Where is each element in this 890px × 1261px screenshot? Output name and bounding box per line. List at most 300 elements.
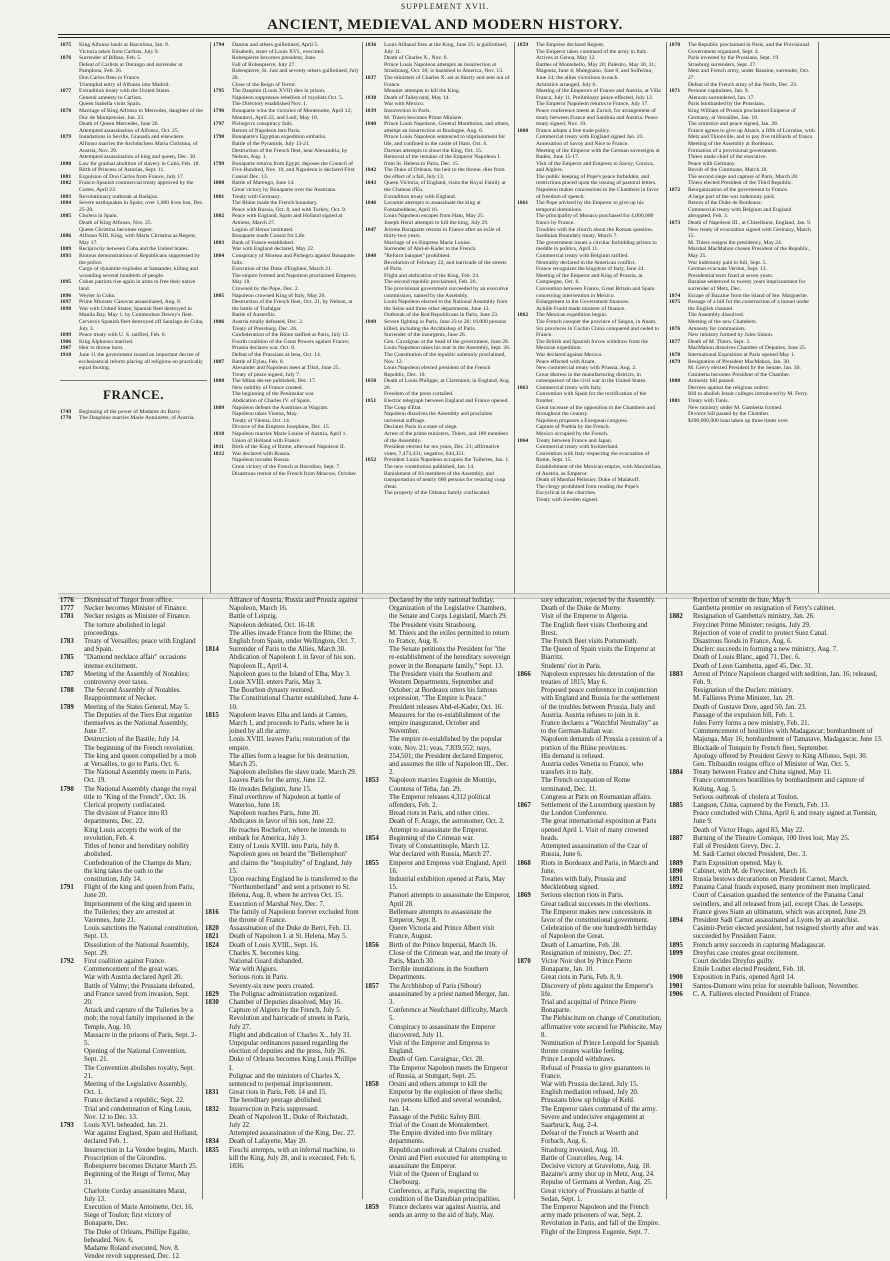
entry-year: 1797: [213, 121, 225, 128]
timeline-entry: [213, 161, 359, 181]
entry-year: [517, 999, 541, 1015]
timeline-entry: [517, 108, 663, 128]
entry-text: Battle of Courcelles, Aug. 14.: [541, 1154, 624, 1162]
timeline-entry: [60, 95, 207, 102]
entry-text: The armistice and peace signed, Jan. 28.: [688, 121, 779, 128]
entry-text: Divorce bill passed by the Chamber.: [688, 411, 770, 418]
entry-year: [365, 279, 384, 286]
timeline-entry: [669, 942, 887, 950]
entry-year: [60, 769, 84, 785]
entry-year: [517, 148, 536, 161]
entry-text: Freedom of the press curtailed.: [384, 391, 454, 398]
entry-text: The Emperor Napoleon and the French army made prisoners of war, Sept. 2.: [541, 1204, 649, 1220]
entry-text: Blockade of Tonquin by French fleet, September.: [693, 744, 829, 752]
entry-text: Refusal of Prussia to give guarantees to France.: [541, 1064, 651, 1080]
timeline-entry: [669, 352, 815, 359]
entry-year: 1777: [60, 605, 74, 613]
entry-year: [517, 187, 536, 200]
timeline-entry: [517, 391, 663, 404]
entry-text: Fieschi attempts, with an infernal machine, to kill the King, July 28, and is executed, Feb. 6, 1836.: [229, 1146, 356, 1171]
entry-year: [669, 55, 688, 62]
timeline-entry: [60, 200, 207, 213]
entry-text: France declares a "Watchful Neutrality" as to the German-Italian war.: [541, 720, 659, 736]
entry-year: [517, 1204, 541, 1220]
entry-year: 1850: [365, 378, 377, 385]
timeline-entry: [669, 246, 815, 259]
timeline-entry: [669, 372, 815, 379]
entry-text: First coalition against France.: [84, 957, 166, 965]
entry-year: [365, 431, 384, 444]
timeline-entry: [669, 802, 887, 810]
entry-year: 1906: [60, 338, 72, 345]
entry-year: 1810: [213, 431, 225, 438]
entry-text: Cargo of dynamite explodes at Santander, killing and wounding several hundreds of people.: [79, 266, 198, 279]
entry-text: Arrest of Prince Napoleon charged with sedition, Jan. 16; released, Feb. 9.: [693, 670, 878, 687]
entry-text: Gen. Cavaignac at the head of the government, June 28.: [384, 338, 510, 345]
entry-year: [205, 1056, 229, 1072]
timeline-entry: [669, 777, 887, 793]
entry-year: 1781: [60, 613, 74, 621]
timeline-entry: [213, 253, 359, 266]
entry-text: Louis sanctions the National constitution, Sept. 13.: [84, 925, 199, 941]
entry-text: Napoleon defeats the Austrians at Wagram.: [232, 404, 329, 411]
entry-year: [365, 712, 389, 737]
entry-text: War with Austria declared April 20.: [84, 974, 183, 982]
timeline-entry: [669, 260, 815, 267]
entry-year: [517, 777, 541, 793]
entry-year: [669, 794, 693, 802]
entry-text: Napoleon dissolves the Assembly and proclaims universal suffrage.: [384, 411, 493, 424]
timeline-entry: [517, 253, 663, 260]
entry-text: Napoleon leaves Elba and lands at Cannes, March 1, and proceeds to Paris, where he is joined by all the army.: [229, 711, 350, 736]
timeline-entry: [365, 378, 511, 391]
entry-text: Riots in Bordeaux and Paris, in March and June.: [541, 859, 659, 875]
entry-text: Death of Marshal Pelissier, Duke of Malakoff.: [536, 477, 640, 484]
entry-text: Meeting of the Assembly at Bordeaux.: [688, 140, 775, 147]
timeline-entry: [669, 663, 887, 671]
entry-text: The British and Spanish forces withdraw from the Mexican expedition.: [536, 338, 649, 352]
entry-year: [205, 843, 229, 851]
timeline-entry: [669, 200, 815, 207]
entry-text: Great victory of the French at Borodino, Sept. 7.: [232, 464, 341, 470]
entry-text: Treaty between France and China signed, May 11.: [693, 769, 832, 777]
timeline-entry: [365, 154, 511, 167]
entry-year: [365, 194, 384, 201]
entry-year: [213, 391, 232, 398]
entry-text: Insurrection in La Vendee begins, March.: [84, 1146, 199, 1154]
entry-text: The Emperor releases 4,312 political offenders, Feb. 2.: [389, 793, 491, 810]
entry-year: [517, 597, 541, 605]
timeline-entry: [517, 484, 663, 497]
timeline-entry: [669, 141, 815, 148]
timeline-entry: [365, 860, 511, 876]
column-france-1794: [210, 42, 362, 593]
entry-year: [517, 444, 536, 451]
entry-year: 1883: [60, 193, 72, 200]
timeline-entry: [60, 299, 207, 306]
entry-text: The new constitution published, Jan. 14.: [384, 464, 475, 470]
entry-text: Reappointment of Necker.: [84, 695, 157, 703]
entry-text: Danton and others guillotined, April 5.: [232, 42, 319, 48]
entry-year: 1870: [517, 957, 531, 965]
entry-year: 1829: [205, 990, 219, 998]
entry-year: [365, 1065, 389, 1081]
timeline-entry: [205, 1032, 359, 1040]
entry-text: Execution of Marshal Ney, Dec. 7.: [229, 900, 325, 908]
entry-text: King Alfonso lands at Barcelona, Jan. 9.: [79, 42, 170, 48]
entry-text: Severe and undecisive engagement at Saarbruck, Aug. 2-4.: [541, 1113, 645, 1129]
entry-year: [517, 141, 536, 148]
timeline-entry: [60, 88, 207, 95]
entry-text: Napoleon demands of Prussia a cession of a portion of the Rhine provinces.: [541, 736, 663, 752]
entry-text: Peace with Russia, Oct. 8, and with Turkey, Oct. 9.: [232, 206, 347, 213]
entry-year: [669, 82, 688, 89]
timeline-entry: [517, 622, 663, 638]
entry-year: [365, 622, 389, 630]
timeline-entry: [517, 942, 663, 950]
entry-year: [60, 1171, 84, 1187]
entry-text: Dissolution of the National Assembly, Sept. 29.: [84, 941, 190, 957]
entry-text: Declared by the only national holiday.: [389, 597, 495, 604]
entry-text: Presidential term fixed at seven years.: [688, 272, 774, 279]
entry-text: Treaty with Sweden signed.: [536, 496, 599, 503]
timeline-entry: [669, 654, 887, 662]
entry-text: Fall of President Grevy, Dec. 2.: [693, 843, 781, 851]
timeline-entry: [517, 909, 663, 925]
timeline-entry: [60, 712, 199, 737]
entry-text: France recognizes the kingdom of Italy, June 24.: [536, 266, 645, 273]
column-france-1836: [362, 42, 514, 593]
entry-text: Franco-Spanish commercial treaty approved by the Cortes, April 23.: [79, 180, 194, 194]
timeline-entry: [669, 909, 887, 917]
entry-text: MacMahon dissolves Chamber of Deputies, June 25.: [688, 345, 807, 352]
entry-text: New commercial treaty with Prussia, Aug. 2.: [536, 365, 637, 372]
entry-text: Titles of honor and hereditary nobility abolished.: [84, 843, 190, 859]
entry-text: sory education, rejected by the Assembly.: [541, 597, 656, 604]
entry-text: Napoleon defeated, Oct. 16-18.: [229, 621, 316, 629]
entry-year: [205, 1032, 229, 1040]
timeline-entry: [517, 777, 663, 793]
entry-year: [60, 1245, 84, 1253]
entry-text: Trial and condemnation of King Louis, Nov. 12 to Dec. 13.: [84, 1105, 192, 1121]
timeline-entry: [365, 405, 511, 412]
entry-text: Opening of the National Convention, Sept. 21.: [84, 1048, 187, 1064]
entry-text: Necker resigns as Minister of Finance.: [84, 613, 191, 621]
entry-year: [60, 1081, 84, 1097]
timeline-entry: [205, 933, 359, 941]
timeline-entry: [517, 1106, 663, 1114]
entry-year: 1843: [365, 180, 377, 187]
entry-text: The Milan decree published, Dec. 17.: [232, 378, 317, 385]
entry-text: Severe fighting in Paris, June 23 to 26; 16,000 persons killed, including the Archbishop of Paris.: [384, 318, 507, 332]
timeline-entry: [205, 712, 359, 737]
entry-year: [517, 1220, 541, 1236]
timeline-entry: [669, 95, 815, 102]
entry-text: Serious outbreak of cholera at Toulon.: [693, 793, 799, 801]
timeline-entry: [205, 999, 359, 1007]
timeline-entry: [669, 794, 887, 802]
timeline-entry: [205, 679, 359, 687]
entry-year: [60, 966, 84, 974]
entry-year: 1848: [365, 253, 377, 259]
timeline-entry: [669, 925, 887, 941]
entry-year: [517, 174, 536, 187]
entry-text: Escape of Bazaine from the island of Ste. Marguerite.: [688, 292, 809, 299]
entry-text: Napoleon goes to the Island of Elba, May 3.: [229, 670, 351, 678]
entry-year: [60, 1007, 84, 1032]
entry-text: The provisional government succeeded by an executive commission, named by the Assembly.: [384, 285, 509, 299]
timeline-entry: [517, 213, 663, 226]
entry-text: Close of the Crimean war, and the treaty of Paris, March 30.: [389, 949, 508, 965]
entry-text: Bellemare attempts to assassinate the Emperor, Sept. 8.: [389, 908, 492, 924]
entry-text: Jules Ferry forms a new ministry, Feb. 21.: [693, 720, 810, 728]
timeline-entry: [213, 286, 359, 293]
timeline-entry: [517, 818, 663, 843]
timeline-entry: [669, 728, 887, 744]
timeline-entry: [517, 405, 663, 418]
entry-year: [365, 55, 384, 62]
timeline-entry: [213, 359, 359, 366]
entry-text: Removal of the remains of the Emperor Napoleon I. from St. Helena to Paris, Dec. 15.: [384, 154, 501, 167]
entry-year: [517, 925, 541, 941]
entry-year: 1864: [517, 437, 529, 444]
entry-text: Austria cedes Venetia to France, who transfers it to Italy.: [541, 761, 644, 777]
page-title: ANCIENT, MEDIEVAL AND MODERN HISTORY.: [267, 17, 623, 33]
entry-text: France commences hostilities by bombardment and capture of Kelung, Aug. 5.: [693, 777, 865, 793]
entry-year: [517, 88, 536, 101]
timeline-entry: [205, 1114, 359, 1130]
timeline-entry: [205, 671, 359, 679]
entry-text: The Dauphine marries Marie Antoinette, of Austria.: [79, 415, 195, 422]
timeline-entry: [517, 438, 663, 445]
entry-year: [669, 319, 688, 326]
entry-text: Elisabeth, sister of Louis XVI., executed.: [232, 48, 325, 55]
entry-year: [205, 958, 229, 966]
entry-year: [517, 352, 536, 359]
entry-text: Meeting of the Legislative Assembly, Oct. 1.: [84, 1080, 188, 1097]
entry-year: [669, 892, 693, 908]
entry-text: The allies invade France from the Rhine; the English from Spain, under Wellington, Oct. 7.: [229, 629, 356, 646]
entry-year: [60, 1188, 84, 1204]
timeline-entry: [213, 273, 359, 286]
timeline-entry: [669, 187, 815, 194]
entry-text: Treaties with Italy, Prussia and Mecklenburg signed.: [541, 875, 626, 892]
timeline-entry: [669, 227, 815, 240]
entry-year: [60, 983, 84, 1008]
timeline-entry: [669, 154, 815, 161]
entry-text: Prime Minister Canovas assassinated, Aug. 8.: [79, 299, 182, 306]
timeline-entry: [205, 843, 359, 851]
entry-text: Insurrection in Paris.: [384, 107, 431, 114]
entry-text: War with Prussia declared, July 15.: [541, 1080, 639, 1088]
entry-text: Sardinian Boundary treaty, March 7.: [536, 233, 618, 240]
entry-text: Commercial treaty with Belgium and England abrogated, Feb. 3.: [688, 206, 792, 220]
entry-text: Birth of the King of Rome, afterward Napoleon II.: [232, 444, 346, 451]
entry-text: Peace concluded with China, April 6, and treaty signed at Tientsin, June 9.: [693, 810, 877, 826]
timeline-entry: [205, 901, 359, 909]
timeline-entry: [60, 1106, 199, 1122]
entry-year: [669, 687, 693, 695]
timeline-entry: [60, 174, 207, 181]
entry-text: Death of Leon Gambetta, aged 45, Dec. 31.: [693, 662, 813, 670]
entry-year: 1872: [669, 187, 681, 194]
timeline-entry: [60, 128, 207, 135]
entry-text: France gives Siam an ultimatum, which was accepted, June 29.: [693, 908, 868, 916]
entry-text: M. Fallieres Prime Minister, Jan. 29.: [693, 695, 794, 703]
entry-text: Triumphal entry of Alfonso into Madrid.: [79, 81, 170, 88]
timeline-entry: [60, 121, 207, 128]
entry-year: [365, 213, 384, 220]
entry-year: [669, 95, 688, 102]
timeline-entry: [205, 794, 359, 810]
entry-text: Victoria taken from Carlists, July 9.: [79, 48, 159, 55]
entry-text: Lecomte attempts to assassinate the king at Fontainebleau, April 16.: [384, 200, 481, 213]
timeline-entry: [205, 1147, 359, 1172]
entry-text: Austria totally defeated, Dec. 2.: [232, 318, 304, 325]
entry-year: [669, 925, 693, 941]
entry-year: [517, 451, 536, 464]
column-france-1870: [666, 42, 818, 593]
entry-year: [365, 876, 389, 892]
entry-year: 1832: [205, 1105, 219, 1113]
timeline-entry: [60, 319, 207, 332]
entry-year: [517, 240, 536, 253]
timeline-entry: [60, 736, 199, 744]
timeline-entry: [213, 332, 359, 339]
timeline-entry: [365, 876, 511, 892]
entry-text: The Pope advised by the Emperor to give up his temporal dominions.: [536, 200, 644, 213]
timeline-entry: [213, 187, 359, 194]
timeline-entry: [669, 646, 887, 654]
timeline-entry: [60, 753, 199, 769]
timeline-entry: [213, 411, 359, 418]
entry-year: [669, 728, 693, 744]
timeline-entry: [365, 736, 511, 777]
timeline-entry: [213, 246, 359, 253]
entry-year: 1886: [60, 233, 72, 240]
entry-year: [365, 464, 384, 471]
timeline-entry: [669, 365, 815, 372]
entry-text: M. Sadi Carnot elected President, Dec. 3.: [693, 851, 808, 859]
entry-text: President Sadi Carnot assassinated at Lyons by an anarchist.: [693, 916, 859, 924]
entry-year: 1812: [213, 450, 225, 457]
entry-year: [365, 260, 384, 273]
timeline-entry: [365, 1171, 511, 1187]
timeline-entry: [669, 638, 887, 646]
entry-text: Terrible inundations in the Southern Departments.: [389, 966, 489, 982]
timeline-entry: [365, 646, 511, 671]
timeline-entry: [365, 62, 511, 75]
entry-text: June 11 the government issued an important decree of ecclesiastical reform placing all religions on practically equal footing.: [79, 351, 203, 372]
timeline-entry: [365, 810, 511, 818]
timeline-entry: [365, 286, 511, 299]
entry-year: 1876: [669, 325, 681, 332]
entry-text: France declared a republic, Sept. 22.: [84, 1097, 185, 1105]
entry-year: [365, 851, 389, 859]
entry-year: [60, 82, 79, 89]
timeline-entry: [60, 613, 199, 621]
entry-year: [213, 95, 232, 102]
entry-text: Decisive victory at Gravelotte, Aug. 18.: [541, 1163, 651, 1171]
entry-text: The king and queen compelled by a mob at Versailles, to go to Paris, Oct. 6.: [84, 752, 197, 769]
entry-text: The Directory established Nov. 1.: [232, 101, 308, 108]
timeline-entry: [205, 818, 359, 826]
entry-text: Decrees against the religious orders.: [688, 384, 770, 391]
timeline-entry: [365, 180, 511, 193]
timeline-entry: [669, 720, 887, 728]
entry-text: Peace conference meets at Zurich, for arrangement of treaty between France and Sardinia and Austria. Peace treaty signed, Nov. 10.: [536, 107, 658, 128]
entry-text: Alexander and Napoleon meet at Tilsit, June 25.: [232, 365, 340, 372]
timeline-entry: [517, 950, 663, 958]
timeline-entry: [205, 695, 359, 711]
entry-year: [517, 286, 536, 299]
entry-text: Polignac and the ministers of Charles X. sentenced to perpetual imprisonment.: [229, 1072, 341, 1088]
entry-year: 1831: [205, 1089, 219, 1097]
timeline-entry: [365, 942, 511, 950]
entry-text: The National Assembly change the royal title to "King of the French", Oct. 16.: [84, 785, 197, 801]
entry-year: [517, 909, 541, 925]
entry-year: [205, 810, 229, 818]
entry-text: Abdication of Napoleon I. in favor of his son, Napoleon II., April 4.: [229, 654, 355, 670]
entry-year: 1894: [669, 916, 683, 924]
timeline-entry: [365, 332, 511, 339]
timeline-entry: [60, 220, 207, 227]
timeline-entry: [213, 180, 359, 187]
entry-year: [669, 909, 693, 917]
entry-year: [213, 207, 232, 214]
entry-year: [365, 101, 384, 108]
entry-year: [60, 1147, 84, 1155]
entry-year: [365, 154, 384, 167]
entry-text: Formation of a provisional government.: [688, 147, 778, 154]
entry-year: [213, 457, 232, 464]
timeline-entry: [213, 62, 359, 69]
entry-text: Expulsion of Don Carlos from France, July 17.: [79, 173, 185, 180]
entry-year: [60, 753, 84, 769]
timeline-entry: [517, 101, 663, 108]
entry-year: 1895: [60, 279, 72, 286]
entry-year: [213, 141, 232, 148]
timeline-entry: [517, 974, 663, 982]
entry-text: Louis Napoleon takes his seat in the Assembly, Sept. 26.: [384, 345, 511, 352]
timeline-entry: [517, 1204, 663, 1220]
entry-text: Emile Loubet elected President, Feb. 18.: [693, 966, 806, 974]
timeline-entry: [365, 909, 511, 925]
timeline-entry: [205, 958, 359, 966]
entry-year: [205, 1114, 229, 1130]
column-france-1881: [666, 597, 890, 1199]
entry-year: 1906: [669, 990, 683, 998]
entry-text: Settlement of the Luxemburg question by the London Conference.: [541, 802, 656, 818]
timeline-entry: [669, 128, 815, 141]
timeline-entry: [60, 638, 199, 654]
timeline-entry: [205, 622, 359, 630]
entry-text: Crowned by the Pope, Dec. 2.: [232, 285, 300, 292]
timeline-entry: [205, 1040, 359, 1056]
entry-year: [205, 827, 229, 843]
entry-year: 1887: [669, 834, 683, 842]
entry-text: Organization of the Legislative Chambers, the Senate and Corps Legislatif, March 29.: [389, 605, 508, 621]
timeline-entry: [60, 1097, 199, 1105]
entry-year: [517, 365, 536, 372]
entry-year: 1815: [205, 711, 219, 719]
timeline-entry: [213, 95, 359, 102]
entry-year: [517, 306, 536, 313]
entry-year: 1820: [205, 925, 219, 933]
entry-text: Celebration of the one hundredth birthday of Napoleon the Great.: [541, 925, 657, 941]
timeline-entry: [669, 359, 815, 366]
timeline-entry: [517, 128, 663, 135]
